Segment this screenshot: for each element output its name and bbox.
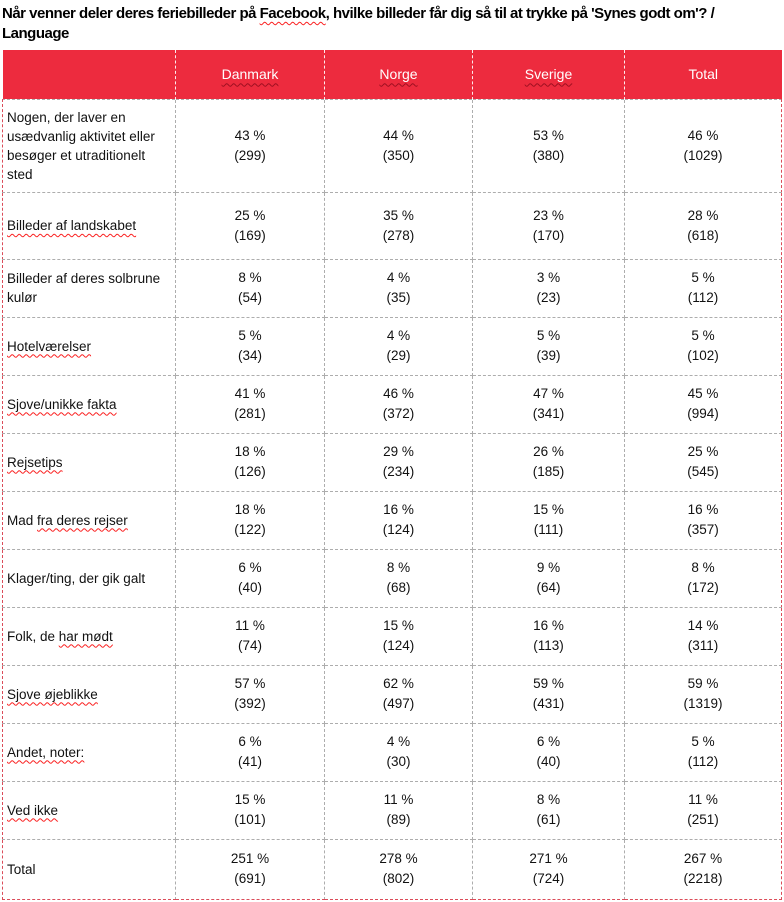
value-percent: 5 % (536, 328, 561, 343)
value-percent: 5 % (691, 734, 715, 749)
table-row (3, 317, 782, 375)
value-count: (35) (386, 290, 411, 305)
row-label-segment: Nogen, der laver en usædvanlig aktivitet eller besøger et utraditionelt sted (7, 109, 155, 182)
value-count: (380) (532, 147, 565, 163)
value-percent: 9 % (536, 560, 561, 575)
value-count: (802) (382, 871, 415, 886)
value-count: (89) (386, 812, 411, 827)
value-cell (625, 317, 782, 375)
value-cell (625, 433, 782, 491)
value-cell (473, 723, 625, 781)
value-count: (169) (234, 227, 266, 243)
value-count: (497) (382, 696, 415, 711)
row-label-misspelled-segment: Sjove øjeblikke (7, 686, 98, 702)
row-label-misspelled-segment: fra deres rejser (37, 512, 128, 528)
value-count: (34) (237, 348, 262, 363)
row-label (3, 607, 176, 665)
column-header-norge (325, 50, 473, 99)
value-count: (61) (536, 812, 561, 827)
value-cell (625, 549, 782, 607)
value-percent: 15 % (383, 618, 414, 633)
row-label (3, 433, 176, 491)
value-percent: 11 % (688, 792, 718, 807)
value-count: (41) (237, 754, 262, 769)
value-cell (325, 491, 473, 549)
table-body (3, 99, 782, 899)
value-cell (176, 839, 325, 899)
value-count: (350) (382, 147, 415, 163)
value-count: (39) (536, 348, 561, 363)
value-percent: 16 % (533, 618, 564, 633)
value-cell (325, 549, 473, 607)
row-label-segment: Total (7, 861, 36, 877)
row-label-segment: Folk, de (7, 628, 59, 644)
value-percent: 18 % (234, 444, 266, 459)
table-header (3, 50, 782, 99)
title-text-misspelled-segment: Facebook (259, 5, 326, 22)
table-row (3, 839, 782, 899)
value-cell (325, 665, 473, 723)
value-percent: 41 % (234, 386, 266, 401)
value-count: (40) (237, 580, 262, 595)
value-percent: 46 % (383, 386, 414, 401)
value-count: (64) (536, 580, 561, 595)
value-percent: 43 % (234, 127, 266, 143)
value-count: (299) (234, 147, 266, 163)
value-percent: 8 % (238, 270, 262, 285)
value-percent: 278 % (379, 851, 418, 866)
value-cell (625, 723, 782, 781)
header-row (3, 50, 782, 99)
value-count: (618) (687, 227, 719, 243)
row-label (3, 99, 176, 192)
value-cell (473, 549, 625, 607)
value-percent: 3 % (536, 270, 561, 285)
column-header-sverige (473, 50, 625, 99)
value-percent: 26 % (533, 444, 564, 459)
value-percent: 5 % (238, 328, 262, 343)
value-percent: 16 % (687, 502, 719, 517)
value-percent: 46 % (687, 127, 719, 143)
value-count: (111) (533, 522, 564, 537)
value-cell (176, 317, 325, 375)
value-percent: 271 % (529, 851, 568, 866)
row-label (3, 723, 176, 781)
value-count: (74) (237, 638, 262, 653)
value-count: (392) (234, 696, 266, 711)
value-count: (724) (532, 871, 565, 886)
value-count: (126) (234, 464, 266, 479)
row-label-misspelled-segment: Andet, noter: (7, 744, 85, 760)
value-cell (325, 839, 473, 899)
value-cell (625, 192, 782, 259)
value-cell (473, 839, 625, 899)
value-cell (625, 259, 782, 317)
value-percent: 6 % (536, 734, 561, 749)
value-percent: 57 % (234, 676, 266, 691)
table-row (3, 375, 782, 433)
table-row (3, 192, 782, 259)
value-percent: 44 % (383, 127, 414, 143)
title-text-segment: , hvilke billeder får dig så til at trykke på 'Synes godt om'? / Language (2, 5, 715, 42)
value-count: (2218) (683, 871, 723, 886)
value-percent: 4 % (386, 734, 411, 749)
value-cell (473, 491, 625, 549)
header-corner-cell (3, 50, 176, 99)
value-count: (68) (386, 580, 411, 595)
value-count: (172) (687, 580, 719, 595)
value-percent: 8 % (386, 560, 411, 575)
value-percent: 11 % (383, 792, 414, 807)
value-count: (113) (533, 638, 564, 653)
value-cell (625, 375, 782, 433)
value-cell (176, 781, 325, 839)
row-label-segment: Mad (7, 512, 38, 528)
value-cell (625, 607, 782, 665)
value-count: (122) (234, 522, 266, 537)
value-percent: 25 % (234, 207, 266, 223)
value-cell (473, 99, 625, 192)
value-cell (176, 607, 325, 665)
value-percent: 8 % (691, 560, 715, 575)
value-count: (112) (687, 290, 719, 305)
value-percent: 53 % (533, 127, 564, 143)
value-count: (281) (234, 406, 266, 421)
value-cell (176, 99, 325, 192)
value-cell (176, 549, 325, 607)
value-count: (112) (687, 754, 719, 769)
value-cell (325, 375, 473, 433)
value-percent: 4 % (386, 270, 411, 285)
table-row (3, 665, 782, 723)
value-cell (325, 192, 473, 259)
column-header-label: Danmark (221, 66, 279, 83)
row-label-misspelled-segment: Hotelværelser (7, 338, 92, 354)
value-count: (54) (237, 290, 262, 305)
value-cell (625, 491, 782, 549)
value-percent: 4 % (386, 328, 411, 343)
row-label (3, 549, 176, 607)
value-cell (176, 259, 325, 317)
value-cell (176, 665, 325, 723)
row-label-misspelled-segment: Billeder af landskabet (7, 218, 137, 233)
table-row (3, 549, 782, 607)
row-label-misspelled-segment: har mødt (58, 628, 113, 644)
value-percent: 8 % (536, 792, 561, 807)
row-label (3, 375, 176, 433)
row-label (3, 491, 176, 549)
value-count: (372) (382, 406, 415, 421)
table-row (3, 259, 782, 317)
row-label-misspelled-segment: Rejsetips (7, 454, 63, 470)
value-percent: 5 % (691, 328, 715, 343)
value-count: (431) (532, 696, 565, 711)
value-cell (473, 607, 625, 665)
value-percent: 29 % (383, 444, 414, 459)
value-cell (325, 433, 473, 491)
value-count: (545) (687, 464, 719, 479)
value-count: (30) (386, 754, 411, 769)
column-header-total (625, 50, 782, 99)
value-count: (40) (536, 754, 561, 769)
value-count: (357) (687, 522, 719, 537)
value-count: (1029) (683, 147, 723, 163)
value-cell (176, 491, 325, 549)
value-cell (625, 781, 782, 839)
row-label-misspelled-segment: Sjove/unikke fakta (7, 396, 117, 412)
value-percent: 35 % (383, 207, 414, 223)
column-header-label: Sverige (524, 66, 573, 83)
value-count: (102) (687, 348, 719, 363)
value-count: (101) (234, 812, 266, 827)
value-percent: 18 % (234, 502, 266, 517)
value-percent: 14 % (687, 618, 719, 633)
row-label (3, 317, 176, 375)
table-row (3, 491, 782, 549)
value-percent: 6 % (238, 560, 262, 575)
value-cell (176, 192, 325, 259)
row-label (3, 192, 176, 259)
value-percent: 59 % (687, 676, 719, 691)
value-count: (170) (532, 227, 565, 243)
table-row (3, 781, 782, 839)
value-count: (994) (687, 406, 719, 421)
value-cell (473, 433, 625, 491)
value-cell (473, 317, 625, 375)
value-count: (185) (532, 464, 565, 479)
column-header-label: Total (688, 66, 719, 83)
value-count: (124) (382, 522, 415, 537)
title-text-segment: Når venner deler deres feriebilleder på (2, 5, 260, 22)
table-row (3, 607, 782, 665)
row-label (3, 665, 176, 723)
value-cell (325, 607, 473, 665)
row-label (3, 839, 176, 899)
value-percent: 15 % (234, 792, 266, 807)
value-count: (124) (382, 638, 415, 653)
value-count: (234) (382, 464, 415, 479)
value-cell (325, 781, 473, 839)
value-percent: 28 % (687, 207, 719, 223)
value-cell (625, 99, 782, 192)
value-percent: 23 % (533, 207, 564, 223)
value-percent: 15 % (533, 502, 564, 517)
value-cell (473, 375, 625, 433)
value-count: (23) (536, 290, 561, 305)
table-row (3, 433, 782, 491)
row-label (3, 781, 176, 839)
value-cell (325, 723, 473, 781)
value-cell (625, 665, 782, 723)
value-cell (176, 723, 325, 781)
value-percent: 25 % (687, 444, 719, 459)
value-percent: 251 % (230, 851, 270, 866)
value-count: (311) (687, 638, 719, 653)
value-cell (176, 375, 325, 433)
value-count: (691) (234, 871, 266, 886)
value-count: (251) (687, 812, 719, 827)
value-cell (325, 317, 473, 375)
survey-question-title (2, 4, 782, 43)
table-row (3, 99, 782, 192)
value-count: (29) (386, 348, 411, 363)
column-header-danmark (176, 50, 325, 99)
value-percent: 59 % (533, 676, 564, 691)
value-cell (473, 781, 625, 839)
value-percent: 45 % (687, 386, 719, 401)
column-header-label: Norge (379, 66, 418, 83)
row-label (3, 259, 176, 317)
value-percent: 6 % (238, 734, 262, 749)
row-label-segment: Klager/ting, der gik galt (7, 570, 146, 586)
value-percent: 5 % (691, 270, 715, 285)
value-percent: 62 % (383, 676, 414, 691)
value-cell (325, 99, 473, 192)
value-cell (473, 192, 625, 259)
value-percent: 267 % (683, 851, 723, 866)
value-cell (473, 259, 625, 317)
value-percent: 11 % (235, 618, 265, 633)
value-percent: 47 % (533, 386, 564, 401)
row-label-misspelled-segment: Ved ikke (7, 802, 59, 818)
survey-results-table (2, 50, 782, 900)
value-count: (341) (532, 406, 565, 421)
value-cell (473, 665, 625, 723)
value-count: (278) (382, 227, 415, 243)
value-count: (1319) (683, 696, 723, 711)
table-row (3, 723, 782, 781)
value-cell (176, 433, 325, 491)
value-cell (625, 839, 782, 899)
value-percent: 16 % (383, 502, 414, 517)
row-label-segment: Billeder af deres solbrune kulør (7, 271, 161, 305)
value-cell (325, 259, 473, 317)
